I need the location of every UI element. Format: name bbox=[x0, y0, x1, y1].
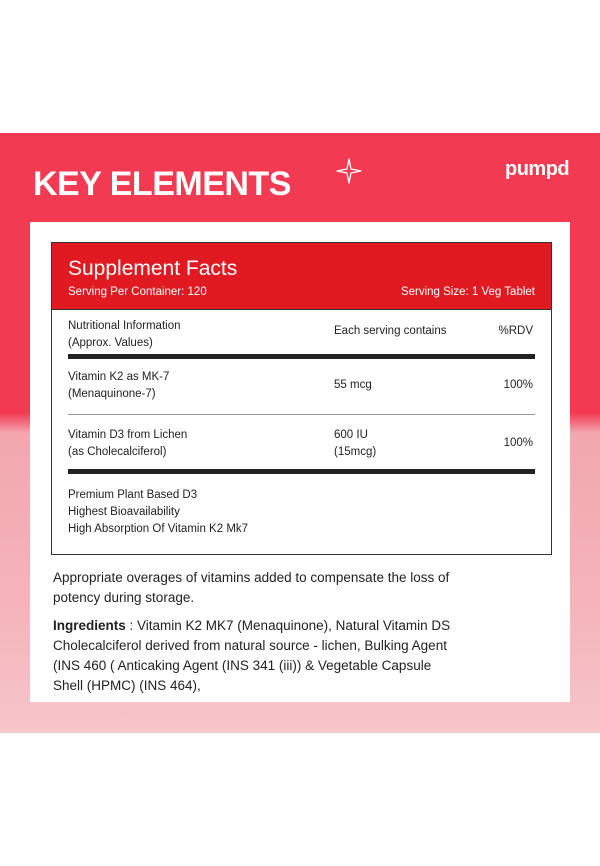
divider-thick bbox=[68, 354, 535, 359]
divider-thick bbox=[68, 469, 535, 474]
nutrient-subname: (Menaquinone-7) bbox=[68, 388, 156, 400]
list-item: High Absorption Of Vitamin K2 Mk7 bbox=[68, 523, 249, 535]
table-row bbox=[68, 427, 187, 461]
divider-thin bbox=[68, 414, 535, 415]
nutrient-amount-alt: (15mcg) bbox=[334, 446, 377, 458]
serving-size: Serving Size: 1 Veg Tablet bbox=[400, 286, 535, 298]
ingredients-line: Cholecalciferol derived from natural source - lichen, Bulking Agent bbox=[53, 638, 447, 653]
overage-note bbox=[53, 568, 553, 608]
col-rdv-header: %RDV bbox=[498, 325, 533, 337]
nutrient-amount: 600 IU bbox=[334, 429, 368, 441]
nutrient-amount: 55 mcg bbox=[334, 379, 372, 391]
ingredients-block bbox=[53, 616, 553, 696]
nutrient-rdv: 100% bbox=[503, 437, 533, 449]
nutrient-amount-group bbox=[334, 427, 376, 461]
brand-logo: pumpd bbox=[505, 158, 570, 180]
nutrient-subname: (as Cholecalciferol) bbox=[68, 446, 167, 458]
ingredients-line: Shell (HPMC) (INS 464), bbox=[53, 678, 201, 693]
overage-note-line: potency during storage. bbox=[53, 590, 195, 605]
col-nutritional-info-header bbox=[68, 318, 181, 352]
list-item: Highest Bioavailability bbox=[68, 506, 180, 518]
facts-title: Supplement Facts bbox=[68, 257, 238, 280]
list-item: Premium Plant Based D3 bbox=[68, 489, 198, 501]
ingredients-text: : Vitamin K2 MK7 (Menaquinone), Natural Vitamin DS bbox=[125, 618, 451, 633]
nutrient-rdv: 100% bbox=[503, 379, 533, 391]
facts-header bbox=[52, 243, 551, 310]
feature-list bbox=[68, 487, 248, 538]
nutrient-name: Vitamin K2 as MK-7 bbox=[68, 371, 170, 383]
supplement-facts-panel bbox=[51, 242, 552, 555]
ingredients-line: (INS 460 ( Anticaking Agent (INS 341 (iii)) & Vegetable Capsule bbox=[53, 658, 432, 673]
ingredients-label: Ingredients bbox=[53, 618, 126, 633]
header-col1-line1: Nutritional Information bbox=[68, 320, 181, 332]
overage-note-line: Appropriate overages of vitamins added to compensate the loss of bbox=[53, 570, 450, 585]
col-serving-header: Each serving contains bbox=[334, 325, 447, 337]
banner-title: KEY ELEMENTS bbox=[33, 165, 291, 203]
ingredients-line bbox=[53, 616, 553, 636]
header-col1-line2: (Approx. Values) bbox=[68, 337, 153, 349]
nutrient-name: Vitamin D3 from Lichen bbox=[68, 429, 188, 441]
serving-per-container: Serving Per Container: 120 bbox=[68, 286, 207, 298]
sparkle-icon bbox=[336, 158, 362, 184]
table-row bbox=[68, 369, 169, 403]
